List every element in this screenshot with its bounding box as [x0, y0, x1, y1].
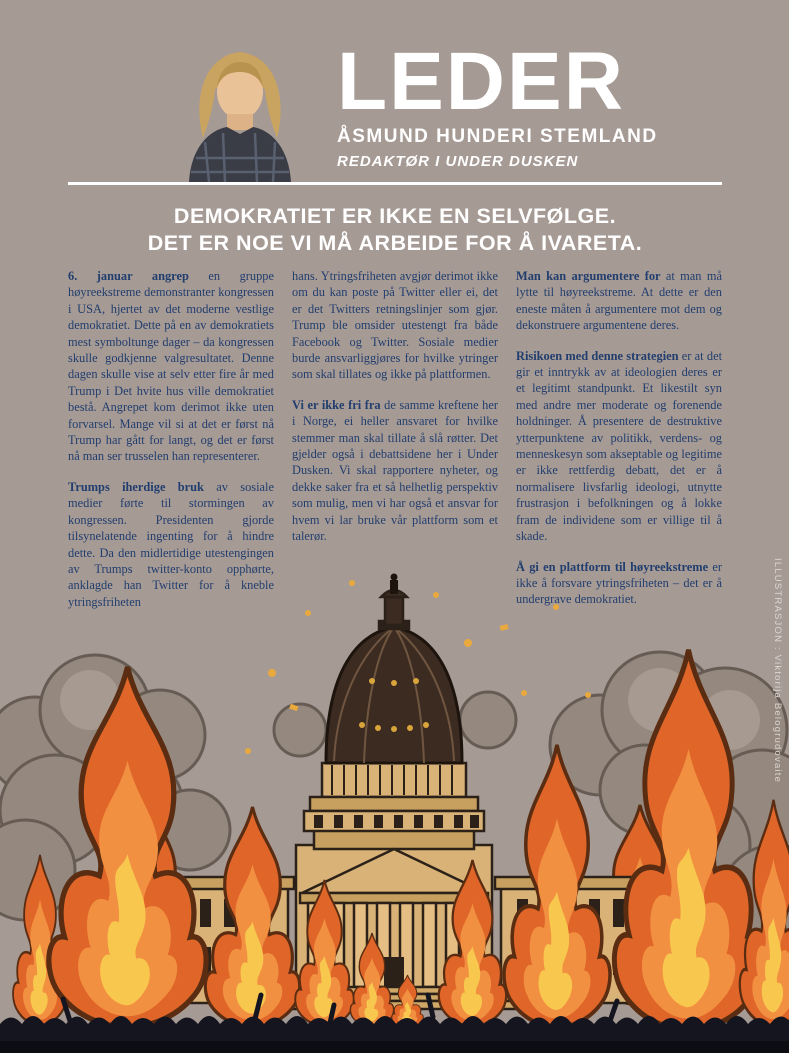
article-column-2	[292, 268, 498, 624]
paragraph: Risikoen med denne strategien er at det gir et inntrykk av at ideologien deres er et legitimt standpunkt. Et likestilt syn med andre mer moderate og forenende holdninger. Å presentere de destruktive ytterpunktene av politikk, verdens- og menneskesyn som akseptable og legitime er ikke rettferdig debatt, det er å normalisere livsfarlig ideologi, utnytte frustrasjon i befolkningen og å lokke fram de individene som er villige til å skade.	[516, 348, 723, 544]
author-name: ÅSMUND HUNDERI STEMLAND	[337, 126, 658, 147]
paragraph: Man kan argumentere for at man må lytte til høyreekstreme. At dette er den eneste måten å argumentere mot dem og dekonstruere argumentene deres.	[516, 269, 722, 333]
masthead	[337, 36, 658, 170]
drum-windows	[314, 815, 479, 828]
capitol-fire-illustration	[0, 555, 789, 1053]
headline-line-1: DEMOKRATIET ER IKKE EN SELVFØLGE.	[173, 204, 617, 228]
paragraph: 6. januar angrep en gruppe høyreekstreme demonstranter kongressen i USA, hjertet av det moderne vestlige demokratiet. Dette på en av demokratiets mest symboltunge dager – da kongressen skulle godkjenne valgresultatet. Denne dagen skulle vise at selv etter fire år med Trump i Det hvite hus ville demokratiet bestå. Angrepet kom derimot ikke uten forvarsel. Mange vil si at det er først nå Trump har gått for langt, og det er først nå man ser trusselen han representerer.	[68, 269, 274, 464]
article-body	[68, 268, 722, 624]
paragraph: Å gi en plattform til høyreekstreme er ikke å forsvare ytringsfriheten – det er å undergrave demokratiet.	[516, 559, 722, 607]
illustration-credit: ILLUSTRASJON : Viktorija Belogrudovaite	[772, 558, 783, 784]
article-column-1	[68, 268, 274, 624]
headline	[68, 203, 722, 257]
paragraph: Trumps iherdige bruk av sosiale medier førte til stormingen av kongressen. Presidenten gjorde tilsynelatende ingenting for å hindre dette. Da den midlertidige utestengingen av Trumps twitter-konto opphørte, anklagde han Twitter for å kneble ytringsfriheten	[68, 479, 274, 609]
divider-rule	[68, 182, 722, 185]
headline-line-2: DET ER NOE VI MÅ ARBEIDE FOR Å IVARETA.	[147, 231, 643, 255]
article-column-3	[516, 268, 722, 624]
author-portrait-drawing	[175, 30, 305, 182]
author-role: REDAKTØR I UNDER DUSKEN	[337, 153, 579, 170]
section-title: LEDER	[337, 36, 625, 127]
paragraph: hans. Ytringsfriheten avgjør derimot ikke om du kan poste på Twitter eller ei, det er det Twitters retningslinjer som gjør. Trump ble omsider utestengt fra både Facebook og Twitter. Sosiale medier burde ansvarliggjøres for hvilke ytringer som skal tillates og ikke på plattformen.	[292, 269, 498, 382]
paragraph: Vi er ikke fri fra de samme kreftene her i Norge, ei heller ansvaret for hvilke stemmer man skal tillate å slå røtter. Det gjelder også i debattsidene her i Under Dusken. Vi skal rapportere nyheter, og dekke saker fra et så helhetlig perspektiv som mulig, men vi har også et ansvar for hvem vi lar bruke vår plattform som et talerør.	[292, 397, 498, 544]
author-portrait	[175, 30, 305, 182]
